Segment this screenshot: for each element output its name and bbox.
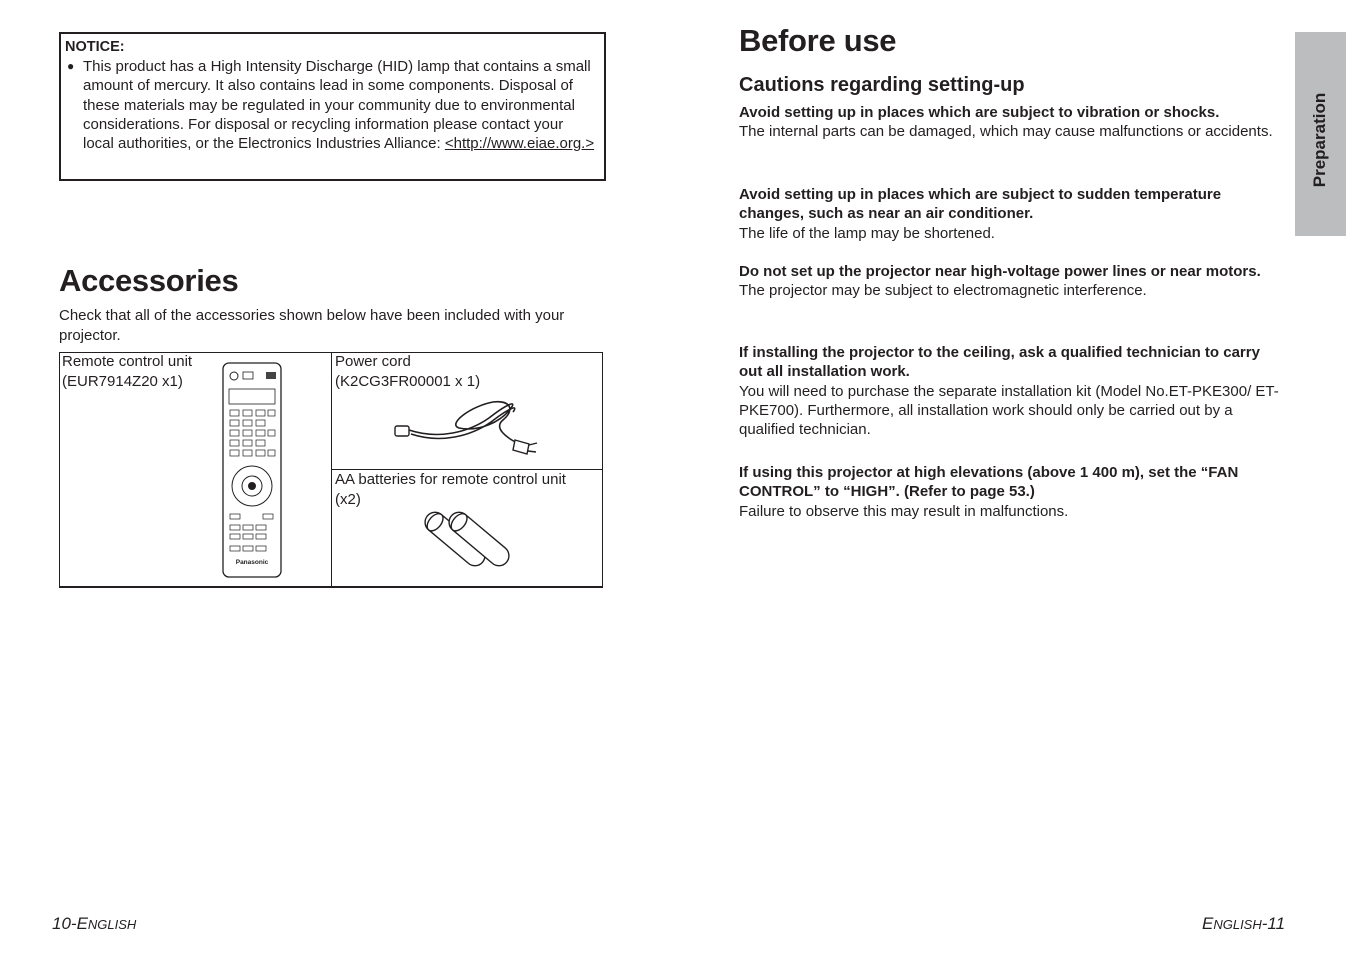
footer-right-rest: NGLISH xyxy=(1213,917,1262,932)
before-use-title: Before use xyxy=(739,23,897,58)
caution-item xyxy=(739,463,1287,521)
caution-text: Failure to observe this may result in malfunctions. xyxy=(739,502,1069,520)
caution-text: The life of the lamp may be shortened. xyxy=(739,224,995,242)
power-cord-name: Power cord xyxy=(335,353,411,370)
accessories-intro: Check that all of the accessories shown below have been included with your projector. xyxy=(59,307,565,344)
page-num-left: 10- xyxy=(52,914,77,933)
page-number-right xyxy=(1202,914,1285,934)
notice-title: NOTICE: xyxy=(65,39,125,55)
table-border-left xyxy=(59,352,60,588)
notice-box xyxy=(59,32,606,181)
caution-text: You will need to purchase the separate installation kit (Model No.ET-PKE300/ ET-PKE700). Furthermore, all installation work should only be carried out by a qualified technician. xyxy=(739,382,1279,439)
remote-name: Remote control unit xyxy=(62,353,193,370)
caution-heading: If using this projector at high elevations (above 1 400 m), set the “FAN CONTROL” to “HIGH”. (Refer to page 53.) xyxy=(739,464,1239,501)
remote-brand: Panasonic xyxy=(235,559,269,566)
notice-link[interactable]: <http://www.eiae.org.> xyxy=(444,135,595,153)
batteries-name: AA batteries for remote control unit xyxy=(335,471,566,488)
remote-label xyxy=(62,352,192,391)
caution-item xyxy=(739,262,1287,301)
footer-right-e: E xyxy=(1202,914,1214,933)
footer-left-rest: NGLISH xyxy=(87,917,137,932)
section-tab xyxy=(1295,32,1346,236)
power-cord-image xyxy=(389,394,549,462)
caution-heading: If installing the projector to the ceiling, ask a qualified technician to carry out all installation work. xyxy=(739,344,1260,381)
page-num-right: -11 xyxy=(1261,914,1286,933)
caution-heading: Avoid setting up in places which are subject to vibration or shocks. xyxy=(739,104,1220,121)
accessories-table xyxy=(59,352,603,587)
caution-item xyxy=(739,103,1287,142)
table-border-right xyxy=(602,352,603,588)
caution-heading: Avoid setting up in places which are subject to sudden temperature changes, such as near an air conditioner. xyxy=(739,186,1222,223)
accessories-title: Accessories xyxy=(59,263,239,298)
notice-text xyxy=(83,57,598,153)
caution-item xyxy=(739,185,1287,243)
batteries-image xyxy=(417,499,517,579)
table-divider-vertical xyxy=(331,352,332,588)
power-cord-label xyxy=(335,352,480,391)
power-cord-model: (K2CG3FR00001 x 1) xyxy=(335,372,481,390)
footer-left-e: E xyxy=(76,914,88,933)
caution-text: The projector may be subject to electromagnetic interference. xyxy=(739,282,1147,300)
notice-body: This product has a High Intensity Discharge (HID) lamp that contains a small amount of mercury. It also contains lead in some components. Disposal of these materials may be regulated in your community due to environmental considerations. For disposal or recycling information please contact your local authorities, or the Electronics Industries Alliance: xyxy=(83,58,591,153)
bullet-icon: ● xyxy=(67,59,75,73)
batteries-qty: (x2) xyxy=(335,490,361,508)
remote-model: (EUR7914Z20 x1) xyxy=(62,372,183,390)
page-number-left xyxy=(52,914,136,934)
caution-item xyxy=(739,343,1287,439)
caution-heading: Do not set up the projector near high-voltage power lines or near motors. xyxy=(739,263,1261,280)
cautions-subtitle: Cautions regarding setting-up xyxy=(739,74,1025,96)
caution-text: The internal parts can be damaged, which may cause malfunctions or accidents. xyxy=(739,123,1273,141)
section-tab-label: Preparation xyxy=(1310,92,1329,188)
remote-control-image xyxy=(221,362,285,580)
